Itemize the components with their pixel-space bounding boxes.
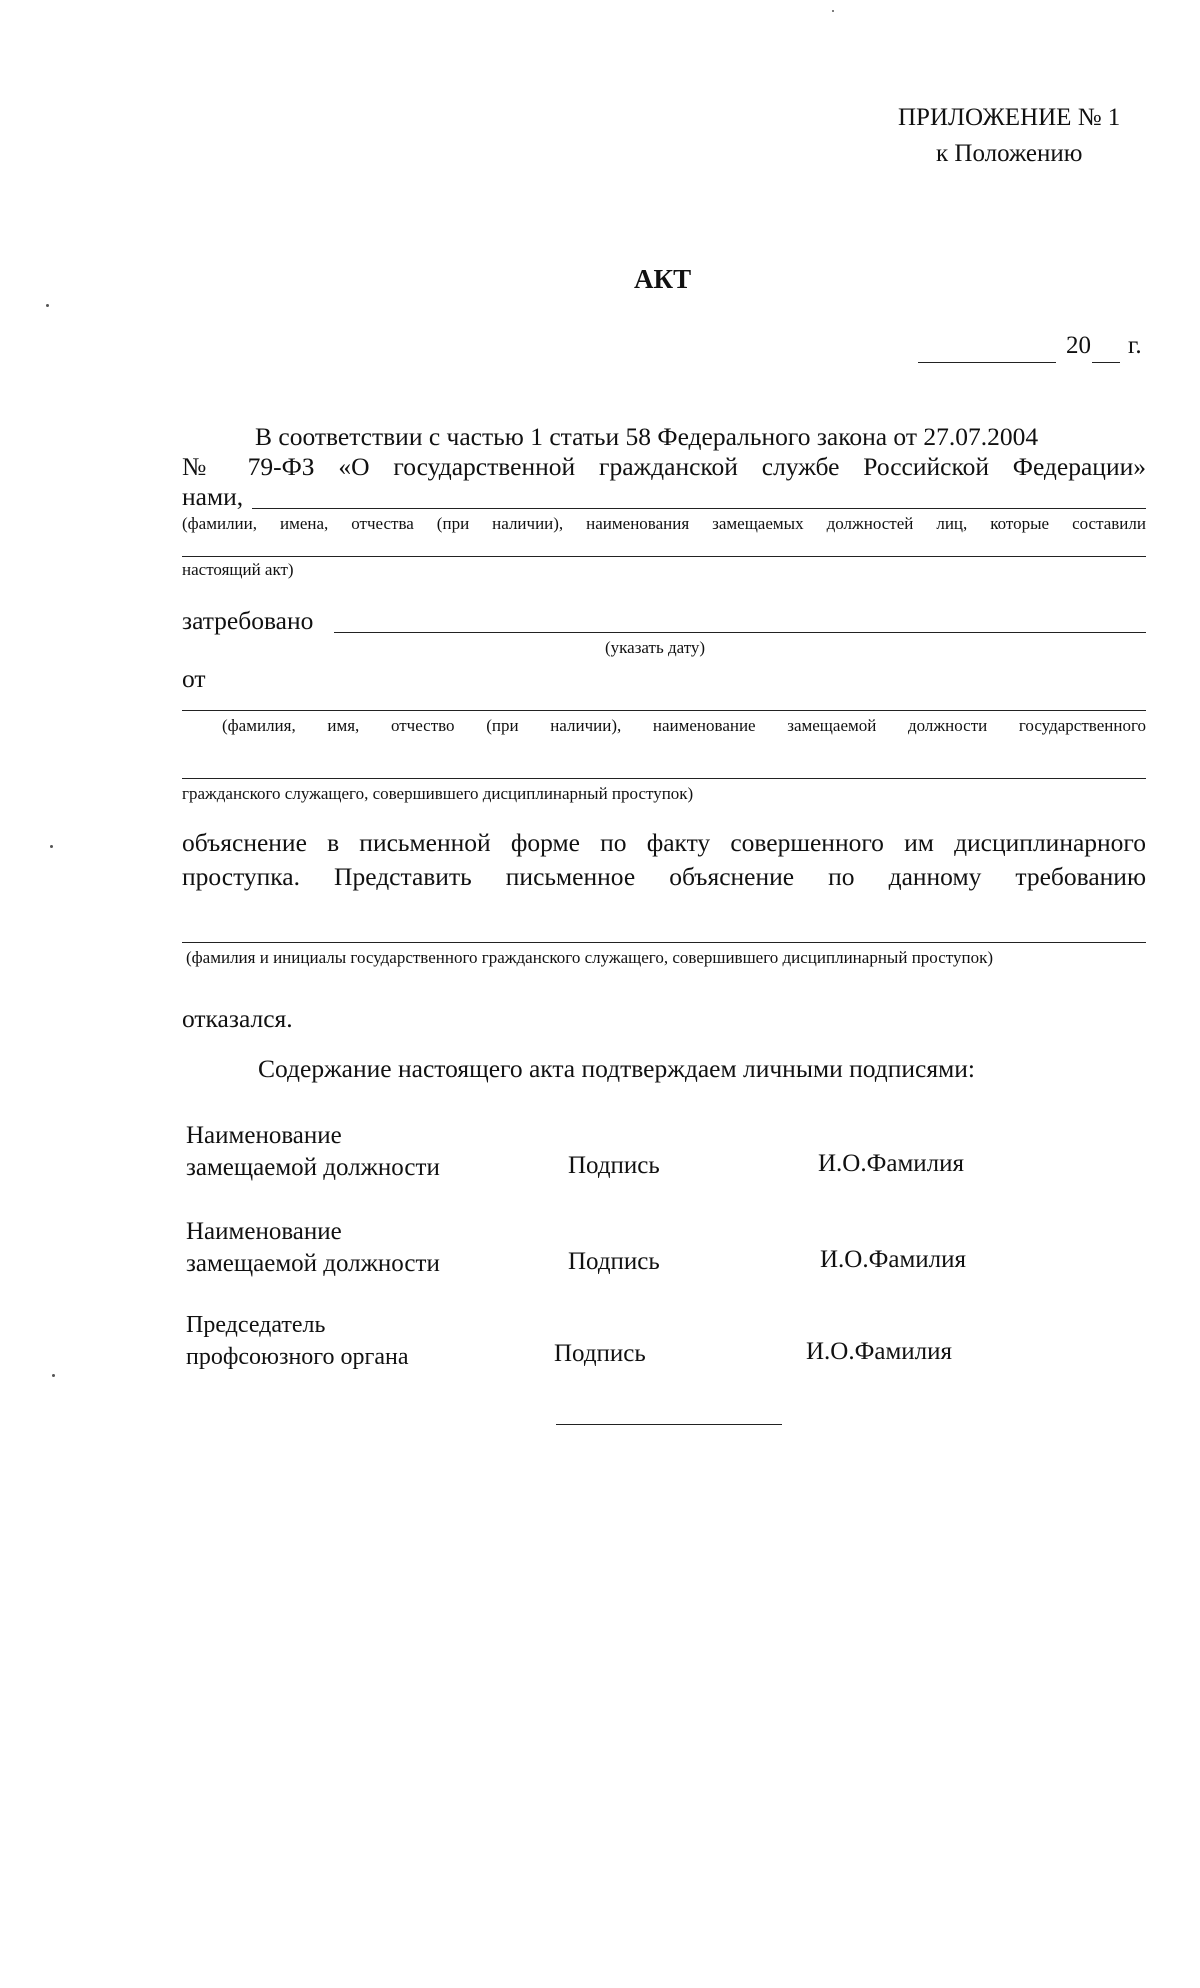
requested-date-line [334, 632, 1146, 633]
date-year-prefix: 20 [1066, 332, 1091, 359]
signature-label: Подпись [568, 1152, 660, 1179]
from-label: от [182, 664, 206, 693]
hint-servant-line-2: гражданского служащего, совершившего дисциплинарный проступок) [182, 784, 694, 803]
date-year-suffix: г. [1128, 332, 1142, 359]
signature-position-line-1: Наименование [186, 1218, 342, 1245]
compilers-line-2 [182, 556, 1146, 557]
scan-speck [46, 304, 49, 307]
signature-name: И.О.Фамилия [818, 1150, 965, 1177]
document-title: АКТ [634, 264, 692, 294]
signature-label: Подпись [568, 1248, 660, 1275]
servant-line-2 [182, 778, 1146, 779]
explanation-line-1: объяснение в письменной форме по факту совершенного им дисциплинарного [182, 828, 1146, 857]
servant-line-1 [182, 710, 1146, 711]
requested-label: затребовано [182, 606, 314, 635]
intro-line-3-prefix: нами, [182, 482, 244, 511]
date-day-line [918, 362, 1056, 363]
hint-compilers-line-2: настоящий акт) [182, 560, 294, 579]
intro-line-1: В соответствии с частью 1 статьи 58 Федерального закона от 27.07.2004 [255, 422, 1039, 451]
hint-date: (указать дату) [605, 638, 706, 657]
signature-position-line-2: замещаемой должности [186, 1250, 440, 1277]
hint-servant-initials: (фамилия и инициалы государственного гражданского служащего, совершившего дисциплинарный проступок) [186, 948, 993, 967]
signature-position-line-1: Председатель [186, 1312, 326, 1338]
scan-speck [50, 845, 53, 848]
closing-line [556, 1424, 782, 1425]
date-year-line [1092, 362, 1120, 363]
confirmation-text: Содержание настоящего акта подтверждаем личными подписями: [258, 1054, 975, 1083]
signature-name: И.О.Фамилия [806, 1338, 953, 1365]
signature-position-line-2: замещаемой должности [186, 1154, 440, 1181]
hint-compilers-line-1: (фамилии, имена, отчества (при наличии), наименования замещаемых должностей лиц, которые составили [182, 514, 1146, 533]
appendix-title: ПРИЛОЖЕНИЕ № 1 [898, 104, 1121, 131]
appendix-subtitle: к Положению [936, 140, 1083, 167]
scan-speck [52, 1374, 55, 1377]
refused-text: отказался. [182, 1004, 293, 1033]
compilers-line-1 [252, 508, 1146, 509]
intro-line-2: № 79-ФЗ «О государственной гражданской службе Российской Федерации» [182, 452, 1146, 481]
signature-position-line-1: Наименование [186, 1122, 342, 1149]
signature-position-line-2: профсоюзного органа [186, 1344, 409, 1370]
servant-initials-line [182, 942, 1146, 943]
scan-speck [832, 10, 834, 12]
explanation-line-2: проступка. Представить письменное объяснение по данному требованию [182, 862, 1146, 891]
signature-name: И.О.Фамилия [820, 1246, 967, 1273]
hint-servant-line-1: (фамилия, имя, отчество (при наличии), наименование замещаемой должности государственного [222, 716, 1146, 735]
signature-label: Подпись [554, 1340, 646, 1367]
